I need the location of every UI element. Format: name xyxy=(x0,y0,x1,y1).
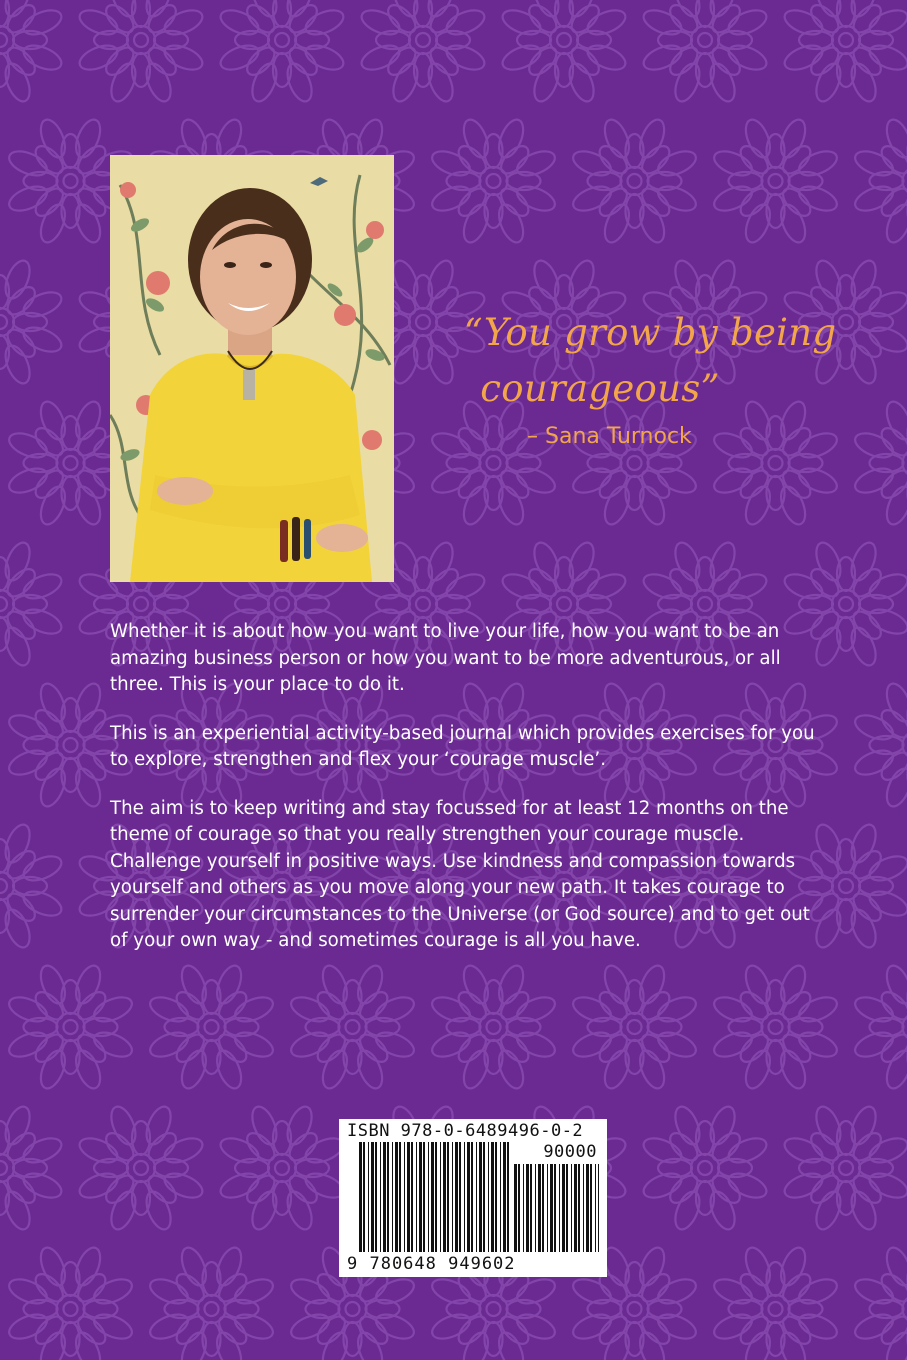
barcode-digits: 9 780648 949602 xyxy=(347,1254,516,1274)
paragraph-3: The aim is to keep writing and stay focussed for at least 12 months on the theme of courage so that you really strengthen your courage muscle. Challenge yourself in positive ways. Use kindness and compassion towards yourself and others as you move along your new path. It takes courage to surrender your circumstances to the Universe (or God source) and to get out of your own way - and sometimes courage is all you have. xyxy=(110,797,810,951)
price-code: 90000 xyxy=(543,1142,597,1162)
paragraph-1: Whether it is about how you want to live your life, how you want to be an amazing business person or how you want to be more adventurous, or all three. This is your place to do it. xyxy=(110,621,781,695)
author-photo xyxy=(110,155,394,582)
addon-barcode-bars xyxy=(514,1164,599,1252)
barcode-bars xyxy=(359,1142,509,1252)
quote-attribution: – Sana Turnock xyxy=(527,424,692,449)
pull-quote xyxy=(420,305,880,417)
quote-line-2: courageous” xyxy=(480,367,720,410)
quote-line-1: “You grow by being xyxy=(463,311,837,354)
isbn-barcode xyxy=(339,1119,607,1277)
back-cover-description xyxy=(110,619,815,977)
paragraph-2: This is an experiential activity-based journal which provides exercises for you to explore, strengthen and flex your ‘courage muscle’. xyxy=(110,722,815,770)
isbn-label: ISBN 978-0-6489496-0-2 xyxy=(347,1121,584,1141)
